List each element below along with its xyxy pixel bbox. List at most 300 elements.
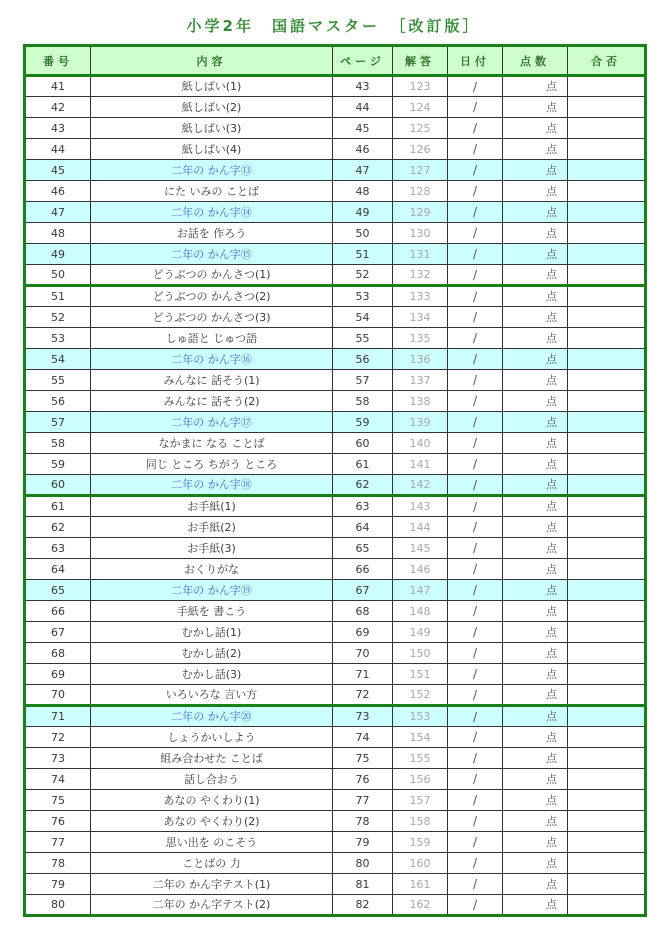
page-cell: 60 [333, 433, 393, 454]
row-number-cell: 68 [25, 643, 91, 664]
passfail-cell [568, 454, 646, 475]
row-number-cell: 50 [25, 265, 91, 286]
date-cell: / [448, 412, 503, 433]
row-number-cell: 51 [25, 286, 91, 307]
table-row [25, 244, 646, 265]
col-header-number: 番号 [25, 46, 91, 76]
row-number-cell: 77 [25, 832, 91, 853]
answer-cell: 154 [393, 727, 448, 748]
page-cell: 69 [333, 622, 393, 643]
row-number-cell: 76 [25, 811, 91, 832]
score-cell: 点 [503, 622, 568, 643]
passfail-cell [568, 412, 646, 433]
table-header [25, 46, 646, 76]
score-cell: 点 [503, 853, 568, 874]
date-cell: / [448, 832, 503, 853]
content-cell: 二年の かん字⑬ [91, 160, 333, 181]
date-cell: / [448, 454, 503, 475]
content-cell: どうぶつの かんさつ(2) [91, 286, 333, 307]
passfail-cell [568, 286, 646, 307]
score-cell: 点 [503, 706, 568, 727]
date-cell: / [448, 391, 503, 412]
content-cell: しゅ語と じゅつ語 [91, 328, 333, 349]
content-cell: 紙しばい(4) [91, 139, 333, 160]
table-row [25, 328, 646, 349]
col-header-score: 点数 [503, 46, 568, 76]
row-number-cell: 80 [25, 895, 91, 916]
score-cell: 点 [503, 769, 568, 790]
passfail-cell [568, 223, 646, 244]
table-row [25, 559, 646, 580]
content-cell: 紙しばい(3) [91, 118, 333, 139]
table-body [25, 76, 646, 916]
table-row [25, 433, 646, 454]
date-cell: / [448, 601, 503, 622]
content-cell: 手紙を 書こう [91, 601, 333, 622]
content-cell: 二年の かん字テスト(1) [91, 874, 333, 895]
answer-cell: 130 [393, 223, 448, 244]
content-cell: 紙しばい(1) [91, 76, 333, 97]
page-cell: 55 [333, 328, 393, 349]
page-cell: 79 [333, 832, 393, 853]
score-cell: 点 [503, 391, 568, 412]
content-cell: お手紙(3) [91, 538, 333, 559]
row-number-cell: 44 [25, 139, 91, 160]
table-row [25, 706, 646, 727]
date-cell: / [448, 97, 503, 118]
row-number-cell: 73 [25, 748, 91, 769]
table-row [25, 580, 646, 601]
score-cell: 点 [503, 559, 568, 580]
passfail-cell [568, 517, 646, 538]
row-number-cell: 78 [25, 853, 91, 874]
content-cell: むかし話(1) [91, 622, 333, 643]
row-number-cell: 57 [25, 412, 91, 433]
passfail-cell [568, 118, 646, 139]
content-cell: どうぶつの かんさつ(3) [91, 307, 333, 328]
page-cell: 82 [333, 895, 393, 916]
answer-cell: 126 [393, 139, 448, 160]
row-number-cell: 72 [25, 727, 91, 748]
date-cell: / [448, 538, 503, 559]
row-number-cell: 60 [25, 475, 91, 496]
table-row [25, 349, 646, 370]
table-row [25, 118, 646, 139]
date-cell: / [448, 244, 503, 265]
passfail-cell [568, 664, 646, 685]
table-row [25, 265, 646, 286]
passfail-cell [568, 328, 646, 349]
date-cell: / [448, 160, 503, 181]
date-cell: / [448, 328, 503, 349]
score-cell: 点 [503, 118, 568, 139]
content-cell: 二年の かん字⑱ [91, 475, 333, 496]
content-cell: 二年の かん字⑰ [91, 412, 333, 433]
table-row [25, 412, 646, 433]
answer-cell: 140 [393, 433, 448, 454]
score-cell: 点 [503, 685, 568, 706]
row-number-cell: 59 [25, 454, 91, 475]
score-cell: 点 [503, 895, 568, 916]
col-header-content: 内容 [91, 46, 333, 76]
page-cell: 72 [333, 685, 393, 706]
date-cell: / [448, 559, 503, 580]
answer-cell: 159 [393, 832, 448, 853]
table-row [25, 643, 646, 664]
row-number-cell: 69 [25, 664, 91, 685]
date-cell: / [448, 790, 503, 811]
content-cell: しょうかいしよう [91, 727, 333, 748]
table-row [25, 748, 646, 769]
answer-cell: 160 [393, 853, 448, 874]
date-cell: / [448, 664, 503, 685]
page-cell: 67 [333, 580, 393, 601]
page-cell: 53 [333, 286, 393, 307]
passfail-cell [568, 643, 646, 664]
content-cell: 二年の かん字⑭ [91, 202, 333, 223]
score-cell: 点 [503, 475, 568, 496]
page-cell: 73 [333, 706, 393, 727]
page-cell: 76 [333, 769, 393, 790]
row-number-cell: 61 [25, 496, 91, 517]
date-cell: / [448, 475, 503, 496]
score-cell: 点 [503, 76, 568, 97]
passfail-cell [568, 832, 646, 853]
content-cell: 話し合おう [91, 769, 333, 790]
content-cell: どうぶつの かんさつ(1) [91, 265, 333, 286]
row-number-cell: 45 [25, 160, 91, 181]
passfail-cell [568, 160, 646, 181]
date-cell: / [448, 349, 503, 370]
score-cell: 点 [503, 790, 568, 811]
page-title: 小学2年 国語マスター ［改訂版］ [186, 17, 481, 35]
date-cell: / [448, 622, 503, 643]
row-number-cell: 67 [25, 622, 91, 643]
table-row [25, 811, 646, 832]
passfail-cell [568, 181, 646, 202]
table-row [25, 223, 646, 244]
table-row [25, 874, 646, 895]
table-row [25, 517, 646, 538]
date-cell: / [448, 853, 503, 874]
page-cell: 58 [333, 391, 393, 412]
row-number-cell: 54 [25, 349, 91, 370]
passfail-cell [568, 706, 646, 727]
passfail-cell [568, 370, 646, 391]
content-cell: いろいろな 言い方 [91, 685, 333, 706]
content-cell: あなの やくわり(1) [91, 790, 333, 811]
page-cell: 71 [333, 664, 393, 685]
table-row [25, 391, 646, 412]
answer-cell: 135 [393, 328, 448, 349]
score-cell: 点 [503, 223, 568, 244]
page-cell: 74 [333, 727, 393, 748]
score-cell: 点 [503, 97, 568, 118]
answer-cell: 137 [393, 370, 448, 391]
passfail-cell [568, 475, 646, 496]
content-cell: 同じ ところ ちがう ところ [91, 454, 333, 475]
row-number-cell: 63 [25, 538, 91, 559]
content-cell: 二年の かん字⑯ [91, 349, 333, 370]
row-number-cell: 53 [25, 328, 91, 349]
page-cell: 70 [333, 643, 393, 664]
score-cell: 点 [503, 244, 568, 265]
content-cell: ことばの 力 [91, 853, 333, 874]
passfail-cell [568, 874, 646, 895]
answer-cell: 124 [393, 97, 448, 118]
answer-cell: 149 [393, 622, 448, 643]
table-row [25, 454, 646, 475]
answer-cell: 152 [393, 685, 448, 706]
passfail-cell [568, 139, 646, 160]
page-cell: 44 [333, 97, 393, 118]
answer-cell: 141 [393, 454, 448, 475]
answer-cell: 142 [393, 475, 448, 496]
passfail-cell [568, 580, 646, 601]
passfail-cell [568, 202, 646, 223]
answer-cell: 129 [393, 202, 448, 223]
date-cell: / [448, 433, 503, 454]
date-cell: / [448, 706, 503, 727]
score-cell: 点 [503, 874, 568, 895]
passfail-cell [568, 685, 646, 706]
passfail-cell [568, 538, 646, 559]
score-cell: 点 [503, 811, 568, 832]
answer-cell: 144 [393, 517, 448, 538]
lesson-index-table [23, 44, 647, 917]
answer-cell: 146 [393, 559, 448, 580]
page-cell: 68 [333, 601, 393, 622]
page-cell: 49 [333, 202, 393, 223]
content-cell: むかし話(2) [91, 643, 333, 664]
passfail-cell [568, 811, 646, 832]
row-number-cell: 49 [25, 244, 91, 265]
score-cell: 点 [503, 496, 568, 517]
page-cell: 61 [333, 454, 393, 475]
page-cell: 43 [333, 76, 393, 97]
answer-cell: 134 [393, 307, 448, 328]
content-cell: むかし話(3) [91, 664, 333, 685]
row-number-cell: 55 [25, 370, 91, 391]
row-number-cell: 52 [25, 307, 91, 328]
date-cell: / [448, 370, 503, 391]
content-cell: 二年の かん字⑮ [91, 244, 333, 265]
table-row [25, 853, 646, 874]
page-cell: 46 [333, 139, 393, 160]
table-row [25, 496, 646, 517]
date-cell: / [448, 748, 503, 769]
table-row [25, 475, 646, 496]
date-cell: / [448, 580, 503, 601]
answer-cell: 157 [393, 790, 448, 811]
passfail-cell [568, 391, 646, 412]
date-cell: / [448, 307, 503, 328]
content-cell: なかまに なる ことば [91, 433, 333, 454]
passfail-cell [568, 307, 646, 328]
answer-cell: 147 [393, 580, 448, 601]
score-cell: 点 [503, 286, 568, 307]
passfail-cell [568, 853, 646, 874]
row-number-cell: 74 [25, 769, 91, 790]
answer-cell: 151 [393, 664, 448, 685]
score-cell: 点 [503, 370, 568, 391]
row-number-cell: 56 [25, 391, 91, 412]
content-cell: 二年の かん字⑲ [91, 580, 333, 601]
score-cell: 点 [503, 727, 568, 748]
score-cell: 点 [503, 748, 568, 769]
score-cell: 点 [503, 433, 568, 454]
table-row [25, 97, 646, 118]
row-number-cell: 65 [25, 580, 91, 601]
date-cell: / [448, 895, 503, 916]
page-cell: 51 [333, 244, 393, 265]
table-row [25, 286, 646, 307]
page-cell: 59 [333, 412, 393, 433]
row-number-cell: 71 [25, 706, 91, 727]
page-cell: 57 [333, 370, 393, 391]
page-cell: 66 [333, 559, 393, 580]
content-cell: みんなに 話そう(1) [91, 370, 333, 391]
date-cell: / [448, 769, 503, 790]
answer-cell: 148 [393, 601, 448, 622]
score-cell: 点 [503, 664, 568, 685]
table-row [25, 538, 646, 559]
row-number-cell: 75 [25, 790, 91, 811]
score-cell: 点 [503, 349, 568, 370]
passfail-cell [568, 97, 646, 118]
date-cell: / [448, 181, 503, 202]
score-cell: 点 [503, 517, 568, 538]
score-cell: 点 [503, 328, 568, 349]
answer-cell: 153 [393, 706, 448, 727]
answer-cell: 128 [393, 181, 448, 202]
page-cell: 78 [333, 811, 393, 832]
answer-cell: 150 [393, 643, 448, 664]
content-cell: あなの やくわり(2) [91, 811, 333, 832]
content-cell: お手紙(2) [91, 517, 333, 538]
passfail-cell [568, 895, 646, 916]
date-cell: / [448, 202, 503, 223]
answer-cell: 156 [393, 769, 448, 790]
answer-cell: 161 [393, 874, 448, 895]
passfail-cell [568, 559, 646, 580]
page-cell: 80 [333, 853, 393, 874]
passfail-cell [568, 265, 646, 286]
page-cell: 65 [333, 538, 393, 559]
page-cell: 47 [333, 160, 393, 181]
date-cell: / [448, 76, 503, 97]
answer-cell: 136 [393, 349, 448, 370]
table-row [25, 307, 646, 328]
passfail-cell [568, 769, 646, 790]
page-cell: 50 [333, 223, 393, 244]
score-cell: 点 [503, 307, 568, 328]
table-row [25, 895, 646, 916]
answer-cell: 131 [393, 244, 448, 265]
row-number-cell: 79 [25, 874, 91, 895]
answer-cell: 145 [393, 538, 448, 559]
table-row [25, 139, 646, 160]
page-cell: 56 [333, 349, 393, 370]
score-cell: 点 [503, 454, 568, 475]
row-number-cell: 46 [25, 181, 91, 202]
col-header-answer: 解答 [393, 46, 448, 76]
table-row [25, 76, 646, 97]
col-header-passfail: 合否 [568, 46, 646, 76]
table-row [25, 370, 646, 391]
answer-cell: 143 [393, 496, 448, 517]
content-cell: お話を 作ろう [91, 223, 333, 244]
score-cell: 点 [503, 181, 568, 202]
table-row [25, 790, 646, 811]
content-cell: おくりがな [91, 559, 333, 580]
row-number-cell: 70 [25, 685, 91, 706]
page-cell: 62 [333, 475, 393, 496]
score-cell: 点 [503, 832, 568, 853]
date-cell: / [448, 118, 503, 139]
score-cell: 点 [503, 538, 568, 559]
date-cell: / [448, 811, 503, 832]
passfail-cell [568, 622, 646, 643]
answer-cell: 162 [393, 895, 448, 916]
passfail-cell [568, 349, 646, 370]
answer-cell: 158 [393, 811, 448, 832]
score-cell: 点 [503, 580, 568, 601]
answer-cell: 125 [393, 118, 448, 139]
date-cell: / [448, 286, 503, 307]
content-cell: にた いみの ことば [91, 181, 333, 202]
passfail-cell [568, 790, 646, 811]
date-cell: / [448, 517, 503, 538]
answer-cell: 127 [393, 160, 448, 181]
score-cell: 点 [503, 265, 568, 286]
row-number-cell: 62 [25, 517, 91, 538]
row-number-cell: 58 [25, 433, 91, 454]
answer-cell: 123 [393, 76, 448, 97]
score-cell: 点 [503, 202, 568, 223]
passfail-cell [568, 433, 646, 454]
table-row [25, 727, 646, 748]
col-header-page: ページ [333, 46, 393, 76]
row-number-cell: 66 [25, 601, 91, 622]
page-cell: 64 [333, 517, 393, 538]
table-row [25, 622, 646, 643]
page-cell: 63 [333, 496, 393, 517]
content-cell: 組み合わせた ことば [91, 748, 333, 769]
answer-cell: 133 [393, 286, 448, 307]
col-header-date: 日付 [448, 46, 503, 76]
content-cell: 思い出を のこそう [91, 832, 333, 853]
table-row [25, 601, 646, 622]
date-cell: / [448, 643, 503, 664]
table-row [25, 181, 646, 202]
date-cell: / [448, 727, 503, 748]
table-row [25, 664, 646, 685]
table-row [25, 685, 646, 706]
passfail-cell [568, 727, 646, 748]
score-cell: 点 [503, 643, 568, 664]
table-row [25, 832, 646, 853]
row-number-cell: 47 [25, 202, 91, 223]
header-row [25, 46, 646, 76]
passfail-cell [568, 748, 646, 769]
score-cell: 点 [503, 139, 568, 160]
passfail-cell [568, 496, 646, 517]
passfail-cell [568, 244, 646, 265]
date-cell: / [448, 265, 503, 286]
row-number-cell: 64 [25, 559, 91, 580]
page-cell: 54 [333, 307, 393, 328]
